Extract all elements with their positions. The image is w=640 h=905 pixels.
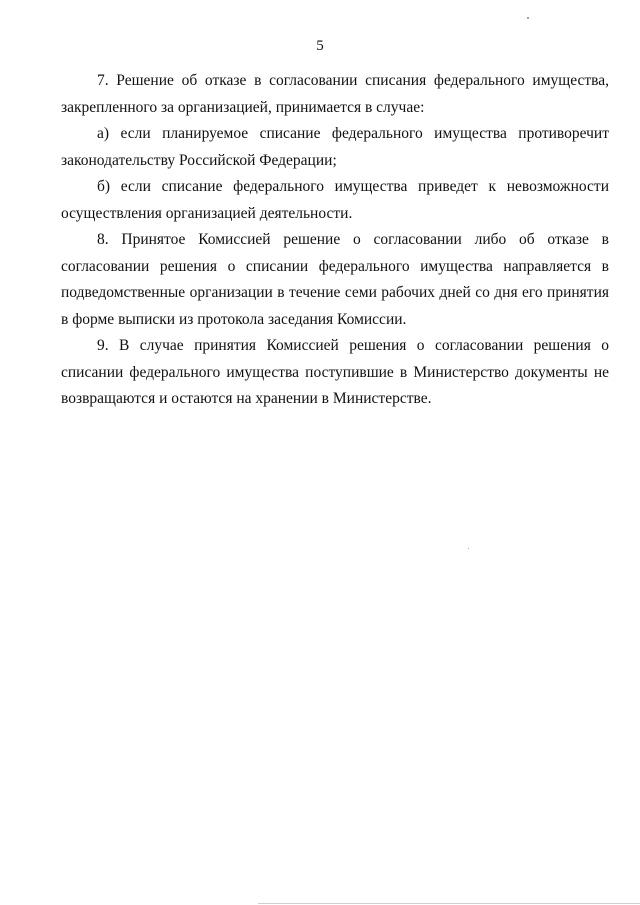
paragraph-7b: б) если списание федерального имущества приведет к невозможности осуществления организацией деятельности. (61, 178, 609, 222)
paragraph-7: 7. Решение об отказе в согласовании списания федерального имущества, закрепленного за организацией, принимается в случае: (61, 72, 609, 116)
paragraph-9: 9. В случае принятия Комиссией решения о согласовании решения о списании федерального имущества поступившие в Министерство документы не возвращаются и остаются на хранении в Министерстве. (61, 337, 609, 407)
paragraph-7a: а) если планируемое списание федерального имущества противоречит законодательству Российской Федерации; (61, 125, 609, 169)
document-body (61, 68, 609, 413)
scan-edge-line (258, 903, 640, 904)
scan-speck (468, 548, 469, 549)
scan-speck (527, 17, 529, 19)
page-number: 5 (316, 38, 324, 54)
paragraph-8: 8. Принятое Комиссией решение о согласовании либо об отказе в согласовании решения о списании федерального имущества направляется в подведомственные организации в течение семи рабочих дней со дня его принятия в форме выписки из протокола заседания Комиссии. (61, 231, 609, 328)
